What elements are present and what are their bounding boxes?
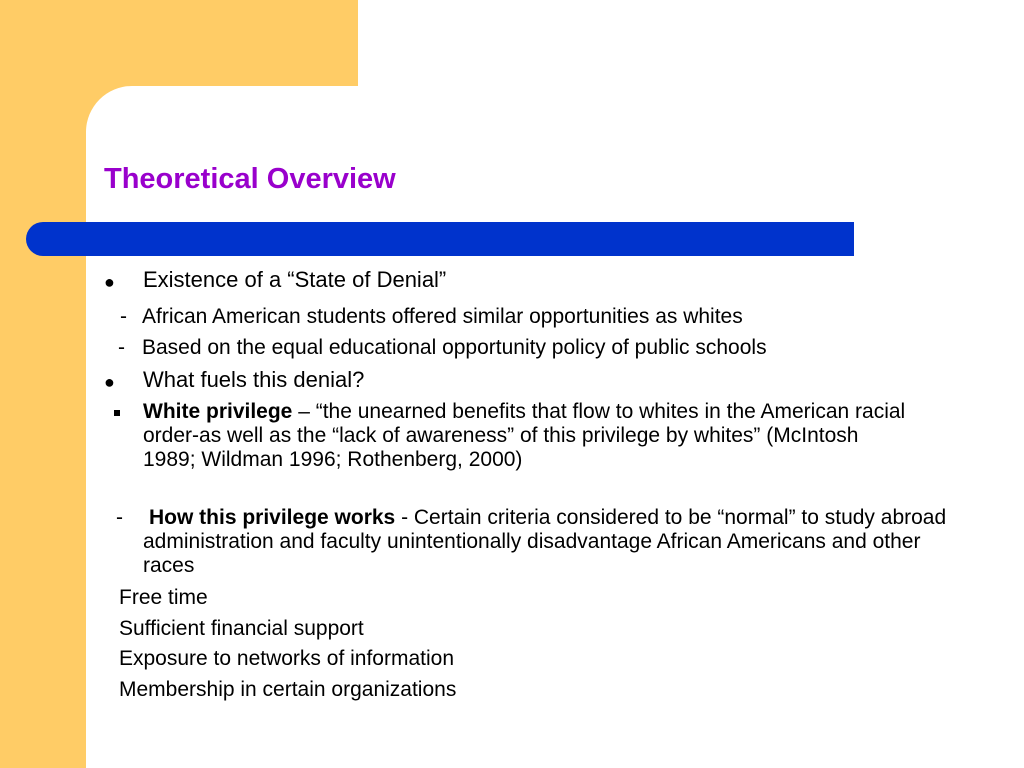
list-item: Exposure to networks of information [119,647,454,670]
how-privilege-works-text: - Certain criteria considered to be “normal” to study abroad administration and faculty unintentionally disadvantage African Americans and other races [143,506,947,577]
white-privilege-term: White privilege [143,400,293,423]
bullet-what-fuels-denial: What fuels this denial? [143,367,365,392]
how-privilege-works-paragraph [143,506,953,578]
white-privilege-paragraph [143,400,913,472]
square-bullet-icon [114,410,120,416]
list-item: Membership in certain organizations [119,678,457,701]
dash-icon: - [118,336,125,359]
dash-icon: - [116,506,123,529]
dash-icon: - [120,305,127,328]
sub-item-equal-opportunity-policy: Based on the equal educational opportunity policy of public schools [142,336,767,359]
sub-item-similar-opportunities: African American students offered similar opportunities as whites [142,305,743,328]
bullet-existence-of-denial: Existence of a “State of Denial” [143,267,447,292]
title-underline-bar [26,222,854,256]
bullet-icon: ● [104,272,115,292]
how-privilege-works-term: How this privilege works [149,506,396,529]
list-item: Free time [119,586,208,609]
slide-title: Theoretical Overview [104,163,396,195]
white-privilege-definition: – “the unearned benefits that flow to whites in the American racial order-as well as the “lack of awareness” of this privilege by whites” (McIntosh 1989; Wildman 1996; Rothenberg, 2000) [143,400,906,471]
list-item: Sufficient financial support [119,617,364,640]
bullet-icon: ● [104,372,115,392]
